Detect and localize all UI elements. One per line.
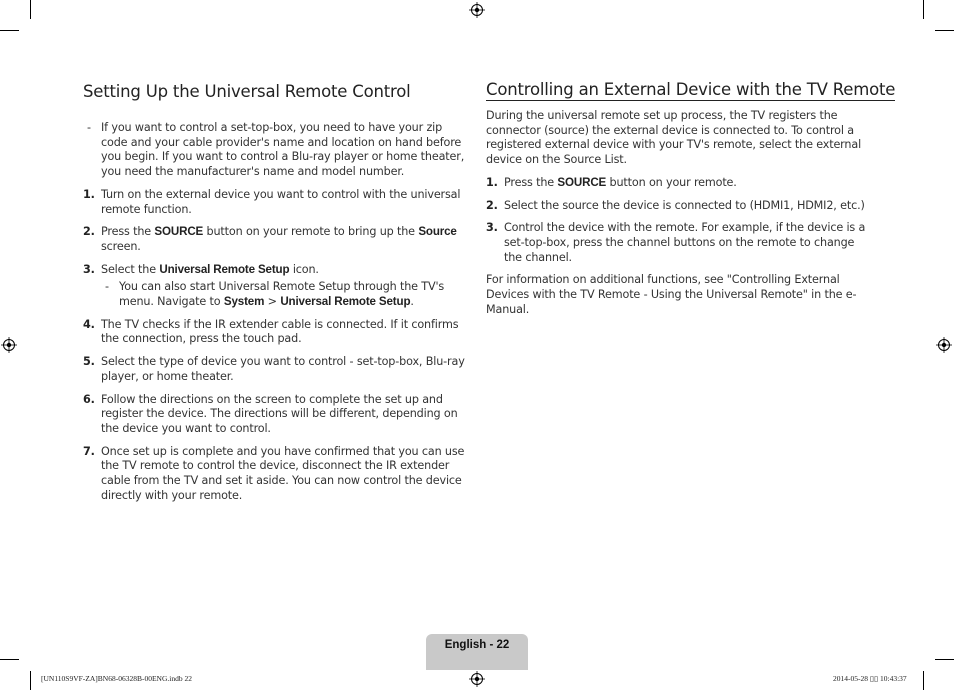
crop-mark (0, 30, 19, 31)
note-text: If you want to control a set-top-box, you need to have your zip code and your cable provider's name and location on hand before you begin. If you want to control a Blu-ray player or home theater, you need the manufacturer's name and model number. (101, 121, 465, 179)
crop-mark (923, 0, 924, 19)
step-item (83, 445, 468, 504)
step-text: button on your remote to bring up the (203, 225, 419, 239)
crop-mark (0, 659, 19, 660)
registration-mark-icon (469, 671, 485, 687)
keyword: Universal Remote Setup (280, 295, 411, 309)
dash-bullet: - (105, 280, 109, 294)
step-item (83, 393, 468, 437)
step-item (83, 318, 468, 347)
sub-note-text: You can also start Universal Remote Setup through the TV's menu. Navigate to (119, 280, 445, 309)
page-number: English - 22 (444, 639, 510, 651)
outro-paragraph: For information on additional functions, see "Controlling External Devices with the TV Remote - Using the Universal Remote" in the e-Manual. (486, 273, 857, 316)
step-item (83, 225, 468, 254)
step-text: Select the source the device is connected to (HDMI1, HDMI2, etc.) (504, 198, 865, 212)
sub-note (101, 280, 468, 309)
step-text: Once set up is complete and you have confirmed that you can use the TV remote to control the device, disconnect the IR extender cable from the TV and set it aside. You can now control the device directly with your remote. (101, 444, 465, 502)
intro-paragraph: During the universal remote set up process, the TV registers the connector (source) the external device is connected to. To control a registered external device with your TV's remote, select the external device on the Source List. (486, 109, 862, 167)
dash-bullet: - (87, 121, 91, 134)
step-text: button on your remote. (606, 175, 737, 189)
step-text: Select the type of device you want to control - set-top-box, Blu-ray player, or home theater. (101, 355, 465, 383)
section-heading: Setting Up the Universal Remote Control (83, 82, 411, 101)
step-number: 1. (486, 175, 498, 189)
note (83, 121, 468, 180)
crop-mark (935, 30, 954, 31)
print-slug-file: [UN110S9VF-ZA]BN68-06328B-00ENG.indb 22 (41, 674, 192, 683)
step-number: 5. (83, 355, 95, 369)
registration-mark-icon (936, 337, 952, 353)
keyword: SOURCE (154, 225, 204, 239)
step-number: 3. (83, 262, 95, 276)
step-item (486, 199, 871, 214)
step-number: 2. (83, 225, 95, 239)
step-text: Select the (101, 262, 160, 276)
sub-note-text: . (410, 295, 414, 309)
step-text: Press the (101, 225, 155, 239)
step-text: The TV checks if the IR extender cable is connected. If it confirms the connection, press the touch pad. (101, 317, 459, 346)
step-text: Follow the directions on the screen to complete the set up and register the device. The directions will be different, depending on the device you want to control. (101, 392, 458, 435)
keyword: Source (418, 225, 457, 239)
step-number: 4. (83, 317, 95, 331)
step-text: Turn on the external device you want to control with the universal remote function. (101, 187, 461, 216)
step-text: screen. (101, 239, 141, 253)
crop-mark (30, 671, 31, 690)
step-number: 6. (83, 392, 95, 406)
step-item (83, 188, 468, 217)
section-heading: Controlling an External Device with the TV Remote (486, 80, 896, 99)
step-item (486, 221, 871, 265)
step-text: icon. (289, 262, 319, 276)
registration-mark-icon (469, 2, 485, 18)
step-number: 1. (83, 187, 95, 201)
step-item (83, 263, 468, 310)
step-number: 7. (83, 444, 95, 458)
step-item (83, 355, 468, 384)
crop-mark (935, 659, 954, 660)
step-item (486, 176, 871, 191)
left-column (83, 80, 468, 511)
step-number: 3. (486, 221, 498, 235)
step-text: Press the (504, 175, 558, 189)
keyword: Universal Remote Setup (159, 262, 290, 276)
crop-mark (30, 0, 31, 19)
registration-mark-icon (1, 337, 17, 353)
right-column (486, 80, 896, 325)
print-slug-timestamp: 2014-05-28 ▯▯ 10:43:37 (833, 674, 907, 683)
keyword: System (223, 295, 265, 309)
step-text: Control the device with the remote. For example, if the device is a set-top-box, press the channel buttons on the remote to change the channel. (504, 221, 866, 264)
keyword: SOURCE (557, 175, 607, 189)
path-separator: > (264, 295, 281, 309)
crop-mark (923, 671, 924, 690)
step-number: 2. (486, 198, 498, 212)
